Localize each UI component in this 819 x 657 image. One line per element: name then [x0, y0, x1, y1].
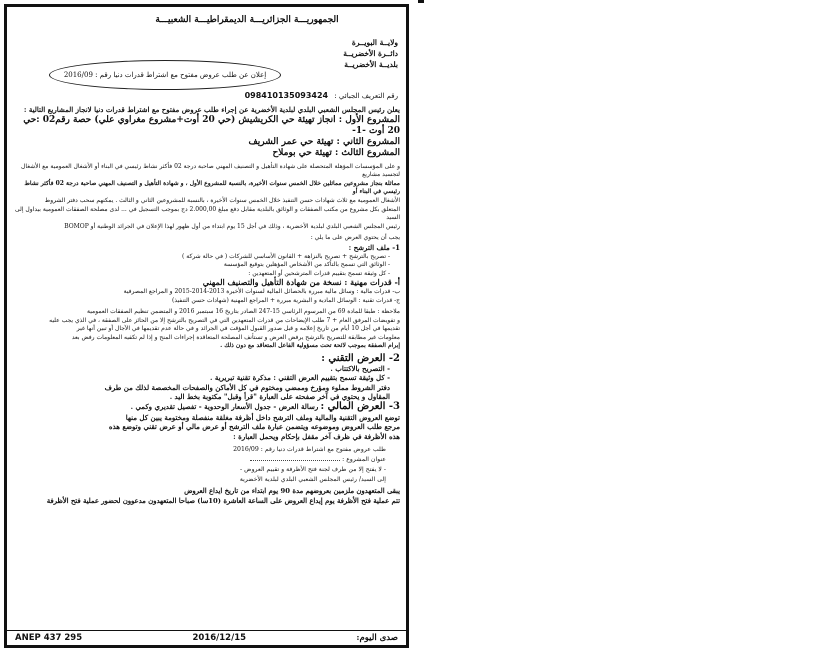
issuer-block — [328, 37, 398, 70]
form-line-2: عنوان المشروع : — [33, 455, 386, 465]
footer-date: 2016/12/15 — [192, 633, 247, 643]
list-item: هذه الأظرفة في ظرف آخر مقفل بإحكام ويحمل العبارة : — [233, 431, 400, 441]
footer-source: صدى اليوم: — [356, 633, 398, 643]
professional-capacity: أ- قدرات مهنية : نسخة من شهادة التأهيل والتصنيف المهني — [202, 277, 400, 288]
list-item: - كل وثيقة تسمح بتقييم قدرات المترشحين أو المتعهدين : — [248, 269, 390, 277]
list-item: - تصريح بالترشح + تصريح بالنزاهة + القانون الأساسي للشركات ( في حالة شركة ) — [182, 252, 390, 260]
tax-id-value: 098410135093424 — [244, 91, 329, 100]
list-item: دفتر الشروط مملوء ومؤرخ وممضي ومختوم في كل الأماكن والصفحات المخصصة لذلك من طرف — [104, 382, 390, 392]
financial-offer-title: 3- العرض المالي : — [320, 401, 400, 413]
announcement-oval-title — [49, 60, 281, 90]
dotted-line — [250, 460, 340, 461]
conditions-paragraph — [13, 163, 400, 232]
list-item: - الوثائق التي تسمح بالتأكد من الأشخاص المؤهلين بتوقيع المؤسسة — [223, 261, 390, 269]
wilaya-label: ولايــة البويــرة — [351, 38, 398, 47]
tax-id-label: رقم التعريف الجبائي : — [334, 92, 398, 100]
candidature-list — [13, 253, 390, 279]
list-item: - كل وثيقة تسمح بتقييم العرض التقني : مذكرة تقنية تبريرية . — [210, 373, 390, 383]
list-item: - التصريح بالاكتتاب . — [330, 363, 390, 373]
note-line: ملاحظة : طبقا للمادة 69 من المرسوم الرئاسي 15-247 الصادر بتاريخ 16 سبتمبر 2016 و المتضمن تنظيم الصفقات العمومية — [87, 308, 400, 316]
condition-line: المتعلق بكل مشروع من مكتب الصفقات و الوثائق بالبلدية مقابل دفع مبلغ 2.000,00 دج بموجب التسجيل في ... لدى مصلحة الصفقات العمومية بيداول إلى السيد — [15, 205, 400, 222]
tax-id — [245, 91, 398, 100]
financial-offer-text: رسالة العرض - جدول الأسعار الوحدوية - تفصيل تقديري وكمي . — [130, 402, 319, 412]
condition-line: الأشغال العمومية مع ثلاث شهادات حسن التنفيذ خلال الخمس سنوات الأخيرة ، بالنسبة للمشروعين الثاني و الثالث . يمكنهم سحب دفتر الشروط — [44, 196, 400, 204]
form-line-3: - لا يفتح إلا من طرف لجنة فتح الأظرفة و تقييم العروض - — [240, 466, 386, 474]
note-line: تقديمها في أجل 10 أيام من تاريخ إعلامه و قبل صدور القبول المؤقت في الجرائد و في حالة عدم تقديمها في الآجال أو تبين أنها غير — [76, 325, 400, 333]
footer-anep: ANEP 437 295 — [15, 633, 83, 643]
technical-offer-title: 2- العرض التقني : — [321, 353, 400, 365]
closing-line: يبقى المتعهدون ملزمين بعروضهم مدة 90 يوم ابتداء من تاريخ ايداع العروض — [184, 487, 400, 496]
project-2: المشروع الثاني : تهيئة حي عمر الشريف — [248, 136, 400, 147]
daira-label: دائــرة الأخضريــة — [343, 49, 398, 58]
list-item: ج- قدرات تقنية : الوسائل المادية و البشرية مبررة + المراجع المهنية (شهادات حسن التنفيذ) — [171, 296, 400, 304]
notes-paragraph — [13, 308, 400, 351]
announcement-title: إعلان عن طلب عروض مفتوح مع اشتراط قدرات دنيا رقم : 2016/09 — [63, 71, 267, 79]
intro-text: يعلن رئيس المجلس الشعبي البلدي لبلدية الأخضرية عن إجراء طلب عروض مفتوح مع اشتراط قدرات دنيا لانجاز المشاريع التالية : — [23, 105, 400, 114]
technical-list — [13, 364, 390, 402]
announcement-body — [13, 105, 400, 507]
commune-label: بلديــة الأخضريــة — [344, 60, 398, 69]
note-line: و تفويضات المرفق العام + 7 طلب الإيضاحات من قدرات المتعهدين التي في التصريح بالترشح إلا من الحائز على الصفقة ، في الذي يجب عليه — [49, 316, 400, 324]
project-3: المشروع الثالث : تهيئة حي بوملاح — [272, 147, 400, 158]
list-item: المقاول و يحتوي في آخر صفحته على العبارة "قرأ وقبل" مكتوبة بخط اليد . — [169, 392, 390, 402]
form-line-4: إلى السيد/ رئيس المجلس الشعبي البلدي لبلدية الأخضرية — [239, 476, 386, 484]
top-edge-mark — [418, 0, 424, 3]
closing-paragraph — [13, 487, 400, 506]
condition-line: مماثلة بنجاز مشروعين مماثلين خلال الخمس سنوات الأخيرة، بالنسبة للمشروع الأول ، و شهادة التأهيل و التصنيف المهني صاحبة درجة 02 فأكثر نشاط رئيسي في البناء أو — [24, 179, 400, 196]
envelope-form — [33, 445, 386, 485]
financial-offer — [13, 402, 400, 413]
condition-line: رئيس المجلس الشعبي البلدي لبلدية الأخضرية ، وذلك في أجل 15 يوم ابتداء من أول ظهور لهذا الإعلان في الجرائد الوطنية أو BOMOP — [64, 222, 400, 230]
note-line: إبرام الصفقة بموجب لائحة تحت مسؤولية الفاعل المتعاقد مع دون ذلك . — [220, 342, 400, 350]
closing-line: تتم عملية فتح الأظرفة يوم إيداع العروض على الساعة العاشرة (10سا) صباحا المتعهدون مدعوون لحضور عملية فتح الأظرفة — [46, 497, 400, 505]
capacity-list — [13, 288, 400, 305]
form-line-1: طلب عروض مفتوح مع اشتراط قدرات دنيا رقم : 2016/09 — [233, 446, 386, 454]
list-item: توضع العروض التقنية والمالية وملف الترشح داخل أظرفة مغلقة منفصلة ومختومة يبين كل منها — [125, 412, 400, 422]
condition-line: و على المؤسسات المؤهلة المتحصلة على شهادة التأهيل و التصنيف المهني صاحبة درجة 02 فأكثر نشاط رئيسي في البناء أو الأشغال العمومية مع الأشغال لتجسيد مشاريع — [21, 162, 400, 179]
list-item: مرجع طلب العروض وموضوعه ويتضمن عبارة ملف الترشح أو عرض مالي أو عرض تقني وتوضع هذه — [108, 422, 400, 432]
envelope-instructions — [13, 413, 400, 442]
republic-title: الجمهوريـــة الجزائريـــة الديمقراطيـــة الشعبيـــة — [155, 15, 339, 25]
content-intro: يجب أن يحتوي العرض على ما يلي : — [310, 234, 400, 242]
note-line: معلومات غير مطابقة للتصريح بالترشح يرفض العرض و تستأنف المصلحة المتعاقدة إجراءات المنح و إذا لم تكفيه المعلومات رفض بعد — [71, 333, 400, 341]
candidature-title: 1- ملف الترشح : — [348, 242, 400, 252]
project-1: المشروع الأول : انجاز تهيئة حي الكريشيش (حي 20 أوت+مشروع مغراوي علي) حصة رقم02 :حي 20 أوت -1- — [23, 114, 400, 136]
newspaper-clipping — [4, 4, 409, 648]
list-item: ب- قدرات مالية : وسائل مالية مبررة بالحصائل المالية لسنوات الأخيرة 2013-2014-2015 و المراجع المصرفية — [123, 287, 400, 295]
footer-bar — [7, 630, 406, 645]
